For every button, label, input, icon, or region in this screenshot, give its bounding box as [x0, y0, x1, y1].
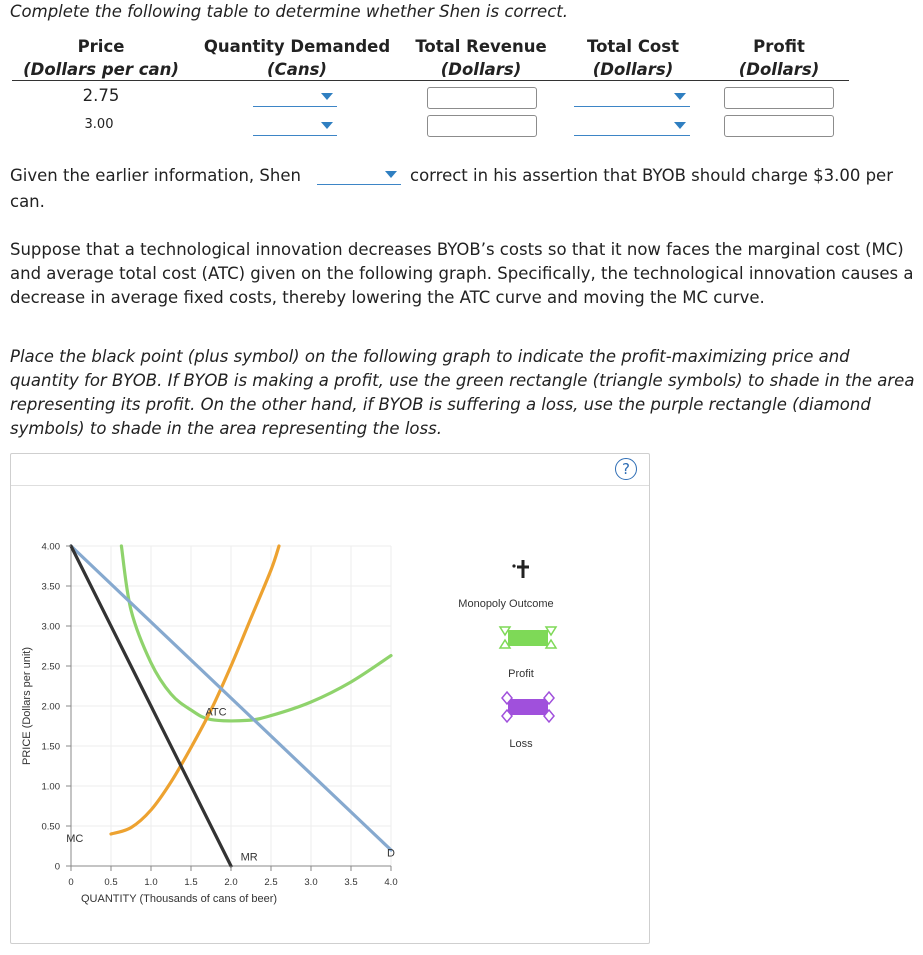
header-profit-unit: (Dollars) [738, 60, 820, 79]
chevron-down-icon [674, 122, 686, 129]
header-quantity-title: Quantity Demanded [203, 37, 391, 56]
chart-svg [11, 454, 649, 943]
y-tick-label: 1.00 [41, 781, 60, 793]
quantity-dropdown-2[interactable] [253, 115, 337, 136]
shen-correct-dropdown[interactable] [317, 164, 401, 185]
graph-panel [10, 453, 650, 944]
total-cost-dropdown-2[interactable] [574, 115, 690, 136]
header-divider [12, 80, 849, 81]
header-quantity-unit: (Cans) [267, 60, 327, 79]
y-tick-label: 2.00 [41, 701, 60, 713]
header-profit [728, 35, 830, 81]
chevron-down-icon [321, 93, 333, 100]
atc-label: ATC [205, 706, 227, 719]
x-tick-label: 1.0 [144, 877, 158, 888]
chart-legend [458, 560, 556, 750]
x-tick-label: 0.5 [104, 877, 118, 888]
y-tick-label: 4.00 [41, 541, 60, 553]
d-label: D [387, 847, 395, 860]
graph-instructions: Place the black point (plus symbol) on the following graph to indicate the profit-maximizing price and quantity for BYOB. If BYOB is making a profit, use the green rectangle (triangle symbols) to shade in the area representing its profit. On the other hand, if BYOB is suffering a loss, use the purple rectangle (diamond symbols) to shade in the area representing the loss. [10, 347, 915, 438]
x-tick-label: 3.5 [344, 877, 358, 888]
header-total-revenue-title: Total Revenue [415, 37, 547, 56]
profit-rectangle-icon [508, 630, 548, 646]
header-quantity [198, 35, 396, 81]
assertion-text-after: correct in his assertion that BYOB should charge $3.00 per [410, 166, 893, 185]
loss-label: Loss [509, 738, 533, 750]
cost-change-paragraph: Suppose that a technological innovation decreases BYOB’s costs so that it now faces the marginal cost (MC) and average total cost (ATC) given on the following graph. Specifically, the technological innovation causes a decrease in average fixed costs, thereby lowering the ATC curve and moving the MC curve. [10, 240, 914, 307]
mr-label: MR [240, 851, 258, 864]
header-price-title: Price [77, 37, 125, 56]
price-cell-1: 2.75 [82, 86, 120, 105]
profit-input-1[interactable] [724, 87, 834, 109]
y-tick-label: 3.00 [41, 621, 60, 633]
profit-input-2[interactable] [724, 115, 834, 137]
header-price [20, 35, 182, 81]
chevron-down-icon [385, 171, 397, 178]
y-tick-label: 2.50 [41, 661, 60, 673]
plus-handle-dot [512, 564, 515, 567]
assertion-text-before: Given the earlier information, Shen [10, 166, 301, 185]
x-tick-label: 2.5 [264, 877, 278, 888]
x-tick-label: 0 [68, 877, 74, 888]
quantity-dropdown-1[interactable] [253, 86, 337, 107]
header-total-cost-title: Total Cost [587, 37, 679, 56]
total-cost-dropdown-1[interactable] [574, 86, 690, 107]
x-tick-label: 2.0 [224, 877, 238, 888]
profit-label: Profit [508, 668, 534, 680]
monopoly-outcome-label: Monopoly Outcome [458, 598, 554, 610]
chevron-down-icon [674, 93, 686, 100]
mc-label: MC [66, 833, 84, 845]
loss-rectangle-icon [508, 699, 548, 715]
x-tick-label: 3.0 [304, 877, 318, 888]
table-instructions: Complete the following table to determine whether Shen is correct. [10, 2, 568, 21]
y-axis-title: PRICE (Dollars per unit) [21, 647, 33, 765]
header-total-revenue [410, 35, 552, 81]
y-tick-label: 1.50 [41, 741, 60, 753]
header-total-revenue-unit: (Dollars) [440, 60, 522, 79]
header-total-cost-unit: (Dollars) [592, 60, 674, 79]
y-tick-label: 3.50 [41, 581, 60, 593]
x-tick-label: 1.5 [184, 877, 198, 888]
price-cell-2: 3.00 [84, 117, 114, 132]
header-price-unit: (Dollars per can) [23, 60, 179, 79]
assertion-text-end: can. [10, 192, 45, 211]
total-revenue-input-1[interactable] [427, 87, 537, 109]
x-axis-title: QUANTITY (Thousands of cans of beer) [81, 893, 278, 905]
x-tick-label: 4.0 [384, 877, 398, 888]
help-icon[interactable]: ? [615, 458, 637, 480]
y-tick-label: 0.50 [41, 821, 60, 833]
chevron-down-icon [321, 122, 333, 129]
y-tick-label: 0 [54, 861, 60, 873]
chart-grid [71, 546, 391, 866]
total-revenue-input-2[interactable] [427, 115, 537, 137]
header-profit-title: Profit [753, 37, 805, 56]
header-total-cost [572, 35, 694, 81]
